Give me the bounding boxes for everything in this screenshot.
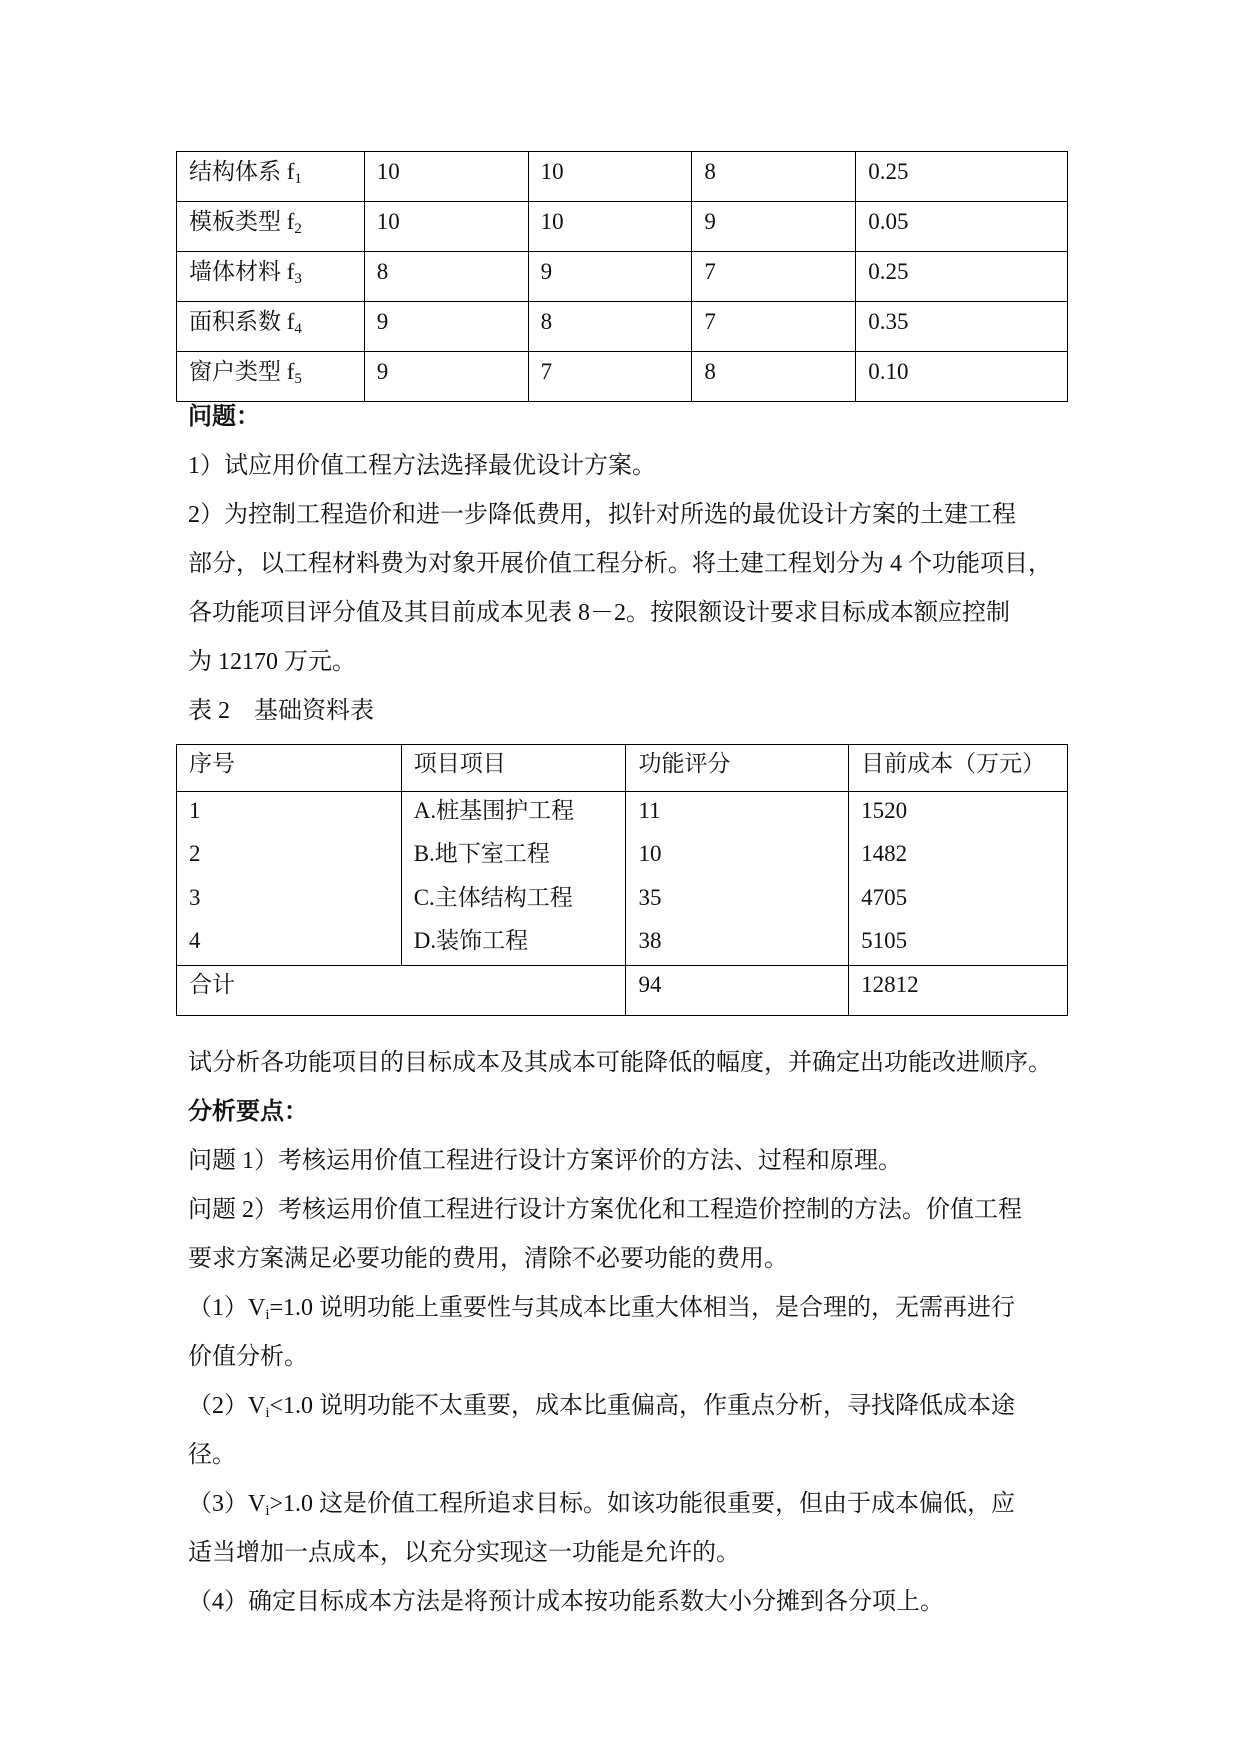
table-cell: 0.05: [856, 202, 1068, 252]
table-cell: 1520: [849, 792, 1068, 836]
question-1: 1）试应用价值工程方法选择最优设计方案。: [188, 453, 656, 479]
question-2: [188, 491, 1068, 687]
table-cell: B.地下室工程: [401, 835, 626, 879]
table-cell: 10: [626, 835, 849, 879]
header-cell: 目前成本（万元）: [849, 745, 1068, 792]
table-cell: 4: [177, 922, 402, 966]
value-case-4: （4）确定目标成本方法是将预计成本按功能系数大小分摊到各分项上。: [188, 1589, 944, 1615]
table-total-row: [177, 966, 1068, 1016]
value-case-text: 价值分析。: [188, 1344, 308, 1370]
header-cell: 项目项目: [401, 745, 626, 792]
table-cell: D.装饰工程: [401, 922, 626, 966]
table-row: [177, 202, 1068, 252]
table-cell: 0.25: [856, 152, 1068, 202]
table-cell: 8: [528, 302, 692, 352]
table-row: [177, 792, 1068, 836]
question-2-line: 为 12170 万元。: [188, 649, 356, 675]
table-cell: 4705: [849, 879, 1068, 923]
task-text: 试分析各功能项目的目标成本及其成本可能降低的幅度，并确定出功能改进顺序。: [188, 1050, 1052, 1076]
analysis-point-2: [188, 1186, 1068, 1284]
table-row: [177, 252, 1068, 302]
value-case-prefix: （2）V: [188, 1393, 266, 1419]
table-cell: 7: [692, 302, 856, 352]
factor-label: 窗户类型 $f_5$: [177, 352, 365, 402]
table-cell: 1482: [849, 835, 1068, 879]
table-cell: 0.25: [856, 252, 1068, 302]
value-case-text: <1.0 说明功能不太重要，成本比重偏高，作重点分析，寻找降低成本途: [269, 1393, 1016, 1419]
table-row: [177, 152, 1068, 202]
factor-label: 模板类型 $f_2$: [177, 202, 365, 252]
table-cell: 8: [364, 252, 528, 302]
table-cell: 9: [364, 352, 528, 402]
table-cell: 2: [177, 835, 402, 879]
value-case-2: [188, 1382, 1068, 1480]
table-cell: 10: [528, 152, 692, 202]
scheme-score-table: [176, 151, 1068, 402]
table-cell: 35: [626, 879, 849, 923]
table-cell: 38: [626, 922, 849, 966]
question-2-line: 各功能项目评分值及其目前成本见表 8－2。按限额设计要求目标成本额应控制: [188, 600, 1010, 626]
question-2-line: 部分，以工程材料费为对象开展价值工程分析。将土建工程划分为 4 个功能项目，: [188, 551, 1052, 577]
value-case-text: 适当增加一点成本，以充分实现这一功能是允许的。: [188, 1540, 740, 1566]
table-row: [177, 835, 1068, 879]
table-cell: C.主体结构工程: [401, 879, 626, 923]
value-case-prefix: （3）V: [188, 1491, 266, 1517]
header-cell: 序号: [177, 745, 402, 792]
subscript: i: [265, 1307, 270, 1323]
table-cell: 11: [626, 792, 849, 836]
factor-label: 结构体系 $f_1$: [177, 152, 365, 202]
table-cell: 7: [528, 352, 692, 402]
table-cell: 7: [692, 252, 856, 302]
table-cell: 5105: [849, 922, 1068, 966]
header-cell: 功能评分: [626, 745, 849, 792]
value-case-1: [188, 1284, 1068, 1382]
table-cell: A.桩基围护工程: [401, 792, 626, 836]
value-case-text: =1.0 说明功能上重要性与其成本比重大体相当，是合理的，无需再进行: [269, 1295, 1016, 1321]
table-cell: 10: [364, 202, 528, 252]
value-case-3: [188, 1480, 1068, 1578]
value-case-text: >1.0 这是价值工程所追求目标。如该功能很重要，但由于成本偏低，应: [269, 1491, 1016, 1517]
question-2-line: 2）为控制工程造价和进一步降低费用，拟针对所选的最优设计方案的土建工程: [188, 502, 1016, 528]
table-row: [177, 922, 1068, 966]
subscript: i: [265, 1405, 270, 1421]
table-cell: 3: [177, 879, 402, 923]
table-cell: 9: [692, 202, 856, 252]
table-row: [177, 302, 1068, 352]
total-cost: 12812: [849, 966, 1068, 1016]
table-2-caption: 表 2 基础资料表: [188, 698, 374, 724]
basic-data-table: [176, 744, 1068, 1016]
value-case-text: 径。: [188, 1442, 236, 1468]
table-cell: 9: [364, 302, 528, 352]
table-cell: 10: [364, 152, 528, 202]
table-cell: 9: [528, 252, 692, 302]
questions-heading: 问题：: [188, 404, 260, 430]
analysis-point-1: 问题 1）考核运用价值工程进行设计方案评价的方法、过程和原理。: [188, 1148, 902, 1174]
table-cell: 0.35: [856, 302, 1068, 352]
factor-label: 面积系数 $f_4$: [177, 302, 365, 352]
table-cell: 8: [692, 352, 856, 402]
subscript: i: [265, 1503, 270, 1519]
analysis-point-2-line: 要求方案满足必要功能的费用，清除不必要功能的费用。: [188, 1246, 788, 1272]
total-label: 合计: [177, 966, 626, 1016]
table-header-row: [177, 745, 1068, 792]
total-score: 94: [626, 966, 849, 1016]
table-cell: 8: [692, 152, 856, 202]
analysis-heading: 分析要点：: [188, 1099, 308, 1125]
table-row: [177, 879, 1068, 923]
value-case-prefix: （1）V: [188, 1295, 266, 1321]
table-cell: 0.10: [856, 352, 1068, 402]
analysis-point-2-line: 问题 2）考核运用价值工程进行设计方案优化和工程造价控制的方法。价值工程: [188, 1197, 1022, 1223]
table-cell: 10: [528, 202, 692, 252]
table-cell: 1: [177, 792, 402, 836]
factor-label: 墙体材料 $f_3$: [177, 252, 365, 302]
